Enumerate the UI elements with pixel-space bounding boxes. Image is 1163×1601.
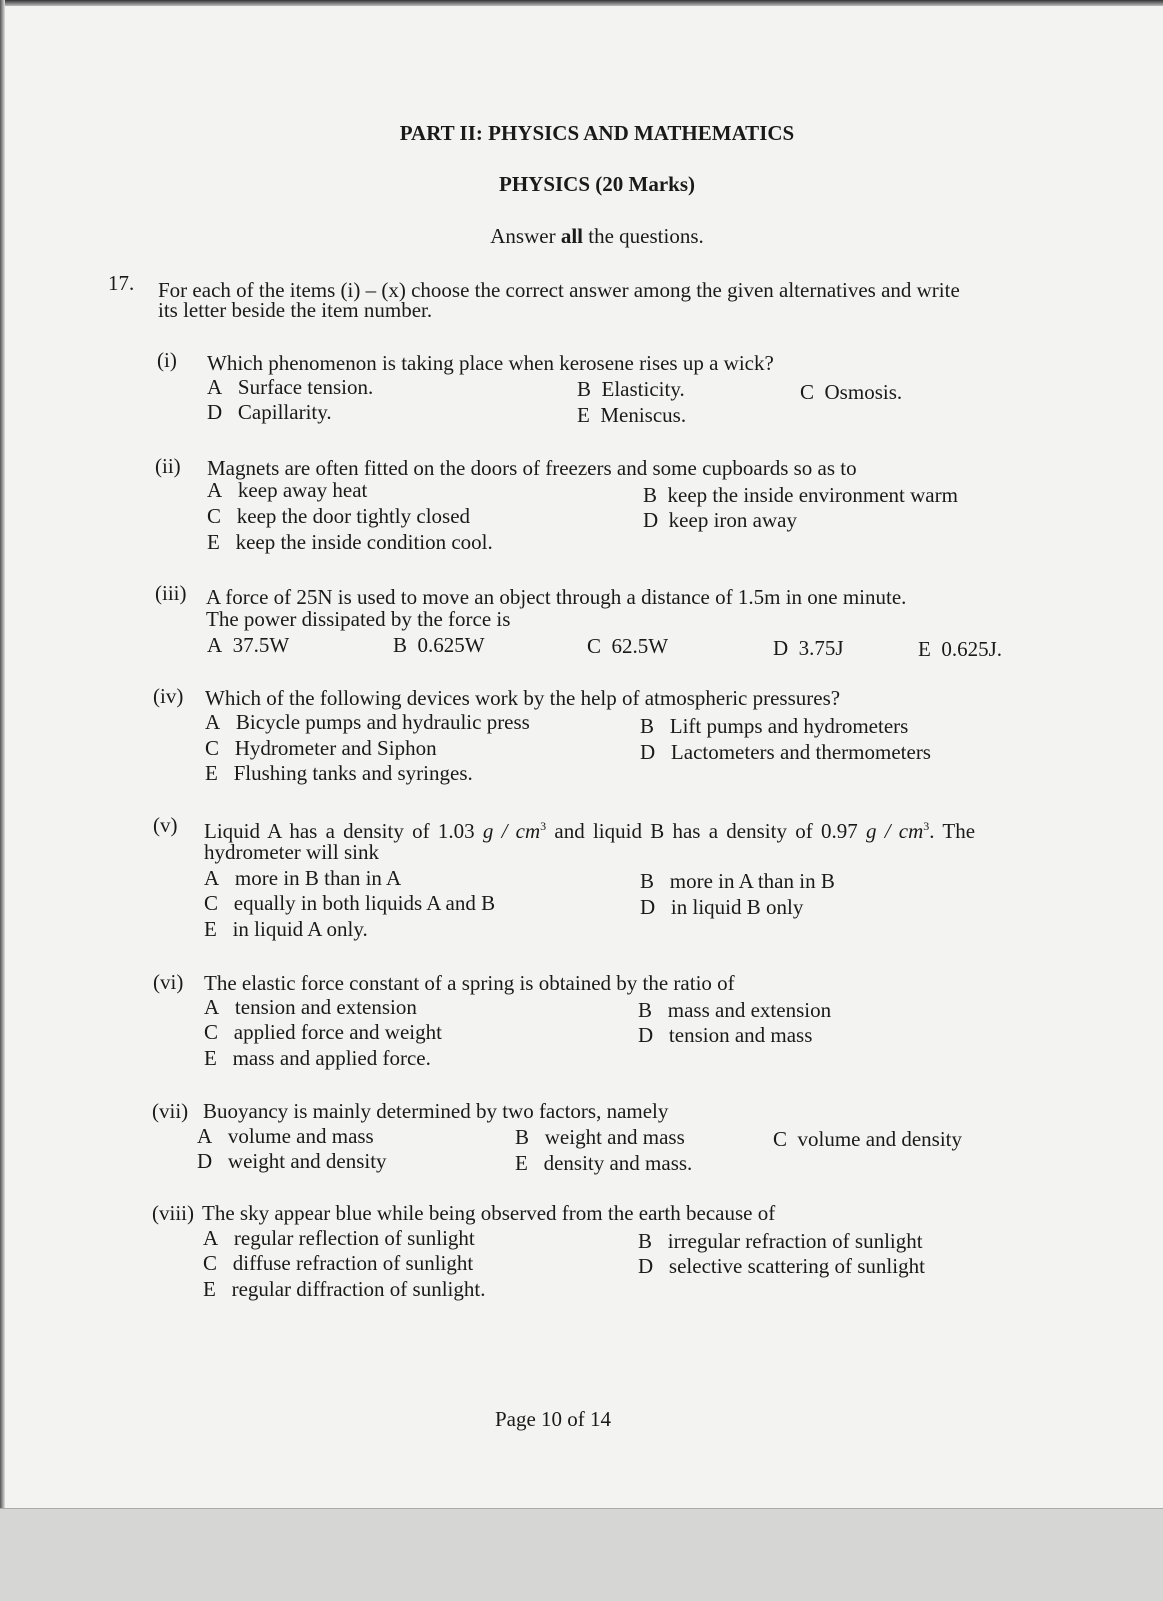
option-a: A keep away heat	[207, 478, 368, 502]
item-number: (viii)	[152, 1201, 194, 1225]
option-a: A 37.5W	[207, 633, 290, 657]
option-b: B weight and mass	[515, 1125, 685, 1149]
option-e: E in liquid A only.	[204, 917, 368, 941]
option-e: E density and mass.	[515, 1151, 693, 1175]
question-text: its letter beside the item number.	[158, 298, 433, 322]
option-e: E regular diffraction of sunlight.	[203, 1277, 486, 1301]
item-number: (i)	[157, 348, 177, 372]
scan-bottom-strip	[0, 1508, 1163, 1601]
option-d: D keep iron away	[643, 508, 797, 532]
item-question: Which phenomenon is taking place when kerosene rises up a wick?	[207, 351, 774, 375]
scan-edge-top	[0, 0, 1163, 6]
item-question: The sky appear blue while being observed from the earth because of	[202, 1201, 776, 1225]
option-a: A tension and extension	[204, 995, 417, 1019]
section-title: PHYSICS (20 Marks)	[498, 172, 696, 196]
item-number: (v)	[153, 813, 178, 837]
page-number: Page 10 of 14	[494, 1407, 612, 1431]
instruction-emphasis: all	[560, 224, 583, 248]
option-c: C diffuse refraction of sunlight	[203, 1251, 474, 1275]
item-question: Liquid A has a density of 1.03 g / $cm^3$ and liquid B has a density of 0.97 g / $cm^3$. The	[204, 819, 976, 843]
item-number: (ii)	[155, 454, 181, 478]
question-number: 17.	[108, 271, 135, 295]
option-d: D 3.75J	[773, 636, 844, 660]
item-question: The power dissipated by the force is	[206, 607, 511, 631]
item-question: Which of the following devices work by the help of atmospheric pressures?	[205, 686, 841, 710]
item-question: The elastic force constant of a spring is obtained by the ratio of	[204, 971, 735, 995]
option-c: C Osmosis.	[800, 380, 903, 404]
option-c: C applied force and weight	[204, 1020, 442, 1044]
option-d: D Capillarity.	[207, 400, 332, 424]
option-b: B mass and extension	[638, 998, 832, 1022]
question-text: For each of the items (i) – (x) choose the correct answer among the given alternatives and write	[158, 278, 960, 302]
option-e: E Meniscus.	[577, 403, 687, 427]
option-e: E mass and applied force.	[204, 1046, 431, 1070]
option-e: E keep the inside condition cool.	[207, 530, 493, 554]
option-a: A Bicycle pumps and hydraulic press	[205, 710, 530, 734]
item-question: A force of 25N is used to move an object through a distance of 1.5m in one minute.	[206, 585, 907, 609]
option-a: A Surface tension.	[207, 375, 374, 399]
option-c: C equally in both liquids A and B	[204, 891, 496, 915]
item-question: Buoyancy is mainly determined by two factors, namely	[203, 1099, 669, 1123]
part-title: PART II: PHYSICS AND MATHEMATICS	[399, 121, 795, 145]
option-b: B more in A than in B	[640, 869, 835, 893]
item-question: Magnets are often fitted on the doors of freezers and some cupboards so as to	[207, 456, 857, 480]
instruction	[490, 224, 704, 248]
instruction-text: the questions.	[583, 224, 704, 248]
item-number: (iii)	[155, 581, 187, 605]
item-number: (iv)	[153, 684, 184, 708]
scan-edge-left	[0, 0, 5, 1600]
option-d: D in liquid B only	[640, 895, 804, 919]
option-e: E Flushing tanks and syringes.	[205, 761, 473, 785]
option-a: A more in B than in A	[204, 866, 402, 890]
option-c: C 62.5W	[587, 634, 669, 658]
option-b: B Elasticity.	[577, 377, 685, 401]
option-d: D selective scattering of sunlight	[638, 1254, 925, 1278]
option-d: D weight and density	[197, 1149, 387, 1173]
option-e: E 0.625J.	[918, 637, 1003, 661]
option-c: C volume and density	[773, 1127, 962, 1151]
option-c: C keep the door tightly closed	[207, 504, 471, 528]
option-a: A regular reflection of sunlight	[203, 1226, 475, 1250]
option-b: B keep the inside environment warm	[643, 483, 958, 507]
option-d: D tension and mass	[638, 1023, 813, 1047]
option-d: D Lactometers and thermometers	[640, 740, 931, 764]
item-number: (vii)	[152, 1099, 189, 1123]
option-c: C Hydrometer and Siphon	[205, 736, 437, 760]
option-a: A volume and mass	[197, 1124, 374, 1148]
item-question: hydrometer will sink	[204, 840, 379, 864]
option-b: B irregular refraction of sunlight	[638, 1229, 923, 1253]
option-b: B Lift pumps and hydrometers	[640, 714, 909, 738]
instruction-text: Answer	[490, 224, 561, 248]
option-b: B 0.625W	[393, 633, 485, 657]
item-number: (vi)	[153, 970, 184, 994]
